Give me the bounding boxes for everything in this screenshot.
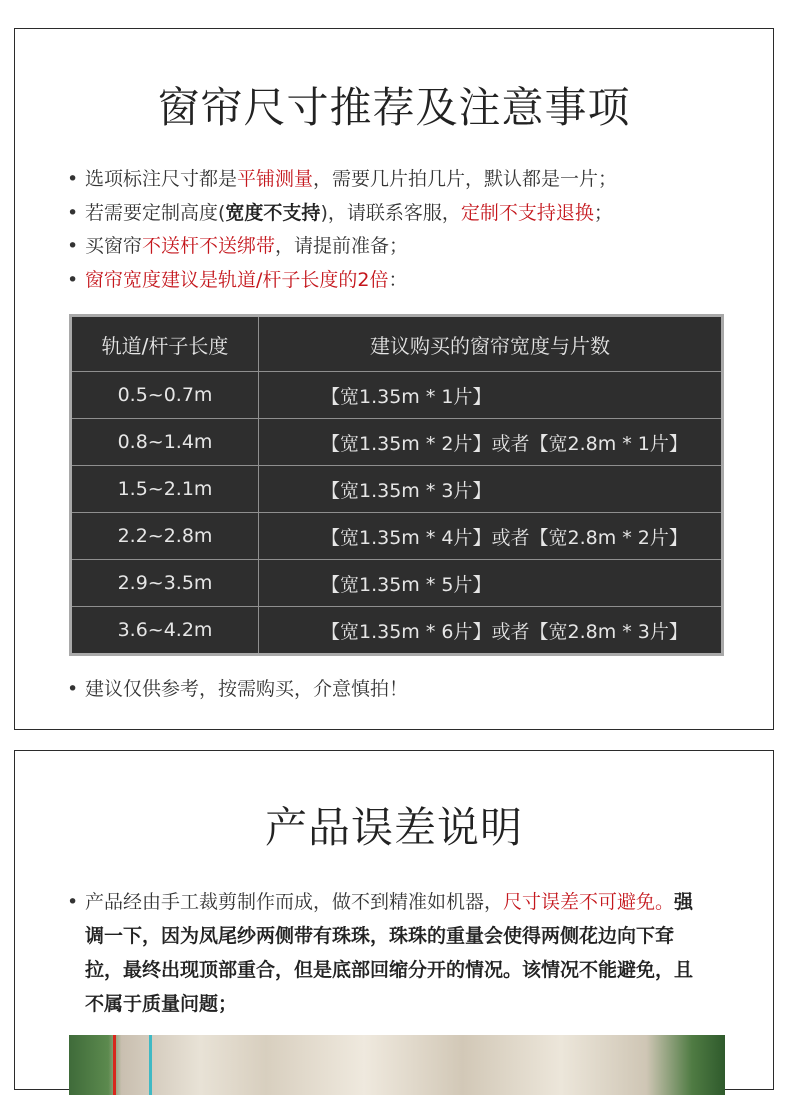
table-header-row <box>71 316 723 372</box>
note-highlight: 不送杆不送绑带 <box>142 235 276 257</box>
note-highlight: 尺寸误差不可避免。 <box>503 891 675 913</box>
section-title: 产品误差说明 <box>264 803 523 852</box>
cell-length: 3.6~4.2m <box>71 607 259 655</box>
table-row <box>71 607 723 655</box>
cell-length: 0.5~0.7m <box>71 372 259 419</box>
cell-recommend: 【宽1.35m * 4片】或者【宽2.8m * 2片】 <box>259 513 723 560</box>
curtain-photo <box>69 1035 725 1095</box>
table-row <box>71 466 723 513</box>
note-text: ，需要几片拍几片，默认都是一片； <box>313 168 618 190</box>
photo-detail <box>113 1035 116 1095</box>
size-table <box>69 314 724 656</box>
table-row <box>71 419 723 466</box>
table-row <box>71 560 723 607</box>
note-item <box>67 163 743 197</box>
cell-recommend: 【宽1.35m * 2片】或者【宽2.8m * 1片】 <box>259 419 723 466</box>
bullet-icon: • <box>67 678 79 700</box>
note-text: 买窗帘 <box>85 235 143 257</box>
bullet-icon: • <box>67 168 79 190</box>
note-text: 选项标注尺寸都是 <box>85 168 238 190</box>
cell-recommend: 【宽1.35m * 3片】 <box>259 466 723 513</box>
note-text: 产品经由手工裁剪制作而成，做不到精准如机器， <box>85 891 504 913</box>
bullet-icon: • <box>67 891 79 913</box>
note-text: )，请联系客服， <box>320 201 461 224</box>
note-item <box>67 230 743 264</box>
cell-length: 2.9~3.5m <box>71 560 259 607</box>
note-item <box>67 197 743 231</box>
bullet-icon: • <box>67 201 79 224</box>
cell-recommend: 【宽1.35m * 1片】 <box>259 372 723 419</box>
final-note <box>67 673 408 707</box>
header-recommend: 建议购买的窗帘宽度与片数 <box>259 316 723 372</box>
cell-length: 0.8~1.4m <box>71 419 259 466</box>
note-text: ： <box>388 268 408 291</box>
note-text: ； <box>593 201 613 224</box>
note-item <box>67 264 743 298</box>
section-title: 窗帘尺寸推荐及注意事项 <box>157 83 631 132</box>
note-highlight: 平铺测量 <box>237 168 314 190</box>
table-row <box>71 372 723 419</box>
note-highlight: 定制不支持退换 <box>460 201 594 224</box>
note-text: 建议仅供参考，按需购买，介意慎拍！ <box>85 678 409 700</box>
cell-recommend: 【宽1.35m * 5片】 <box>259 560 723 607</box>
bullet-icon: • <box>67 235 79 257</box>
note-text: ，请提前准备； <box>275 235 409 257</box>
header-length: 轨道/杆子长度 <box>71 316 259 372</box>
note-highlight: 窗帘宽度建议是轨道/杆子长度的2倍 <box>85 268 389 291</box>
cell-length: 1.5~2.1m <box>71 466 259 513</box>
note-text: 若需要定制高度( <box>85 201 226 224</box>
cell-length: 2.2~2.8m <box>71 513 259 560</box>
note-bold: 强调一下，因为凤尾纱两侧带有珠珠，珠珠的重量会使得两侧花边向下耷拉，最终出现顶部重合，但是底部回缩分开的情况。该情况不能避免，且不属于质量问题； <box>85 891 694 1015</box>
photo-detail <box>149 1035 152 1095</box>
cell-recommend: 【宽1.35m * 6片】或者【宽2.8m * 3片】 <box>259 607 723 655</box>
size-recommendation-panel <box>14 28 774 730</box>
notes-list <box>67 885 743 1021</box>
notes-list <box>67 163 743 297</box>
table-row <box>71 513 723 560</box>
bullet-icon: • <box>67 268 79 291</box>
note-item <box>67 885 705 1021</box>
note-bold: 宽度不支持 <box>225 201 321 224</box>
error-explanation-panel <box>14 750 774 1090</box>
